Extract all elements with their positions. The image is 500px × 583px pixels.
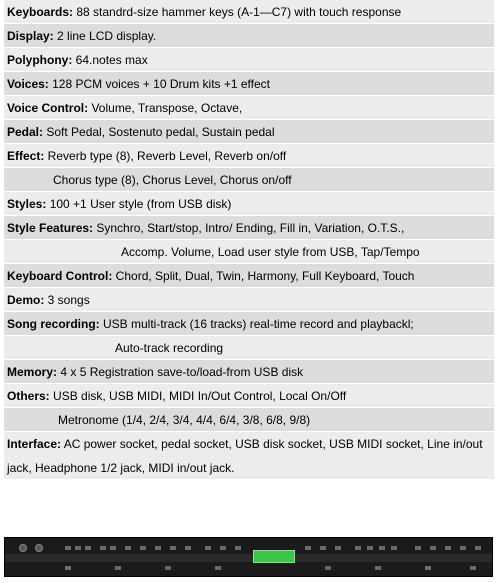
panel-button: [470, 566, 476, 570]
spec-value: Chord, Split, Dual, Twin, Harmony, Full Keyboard, Touch: [112, 269, 415, 283]
spec-value: Metronome (1/4, 2/4, 3/4, 4/4, 6/4, 3/8, 6/8, 9/8): [58, 413, 311, 427]
panel-button: [305, 546, 311, 550]
panel-button: [115, 566, 121, 570]
panel-button: [415, 546, 421, 550]
panel-button: [165, 566, 171, 570]
spec-row-polyphony: [4, 48, 494, 72]
spec-value: 100 +1 User style (from USB disk): [46, 197, 232, 211]
spec-row-display: [4, 24, 494, 48]
panel-button: [379, 546, 385, 550]
spec-label: Keyboard Control:: [7, 269, 113, 283]
panel-button: [375, 566, 381, 570]
spec-value: USB multi-track (16 tracks) real-time record and playbackl;: [99, 317, 414, 331]
knob: [35, 544, 43, 552]
spec-label: Style Features:: [7, 221, 94, 235]
panel-button: [367, 546, 373, 550]
panel-button: [75, 546, 81, 550]
spec-row-effect: [4, 144, 494, 168]
spec-label: Song recording:: [7, 317, 100, 331]
spec-value: Reverb type (8), Reverb Level, Reverb on/off: [44, 149, 287, 163]
panel-button: [391, 546, 397, 550]
lcd-display: [253, 550, 295, 563]
spec-label: Voice Control:: [7, 101, 89, 115]
spec-label: Display:: [7, 29, 54, 43]
spec-value: 2 line LCD display.: [53, 29, 157, 43]
panel-button: [460, 546, 466, 550]
spec-value: Synchro, Start/stop, Intro/ Ending, Fill in, Variation, O.T.S.,: [93, 221, 405, 235]
panel-button: [125, 546, 131, 550]
panel-button: [100, 546, 106, 550]
panel-button: [320, 546, 326, 550]
spec-row-pedal: [4, 120, 494, 144]
panel-strip: [5, 554, 492, 562]
panel-button: [65, 546, 71, 550]
spec-value: Accomp. Volume, Load user style from USB, Tap/Tempo: [121, 245, 420, 259]
spec-value: Chorus type (8), Chorus Level, Chorus on/off: [53, 173, 292, 187]
spec-label: Pedal:: [7, 125, 44, 139]
spec-value: USB disk, USB MIDI, MIDI In/Out Control, Local On/Off: [49, 389, 347, 403]
spec-label: Interface:: [7, 437, 62, 451]
spec-row-styles: [4, 192, 494, 216]
panel-button: [215, 566, 221, 570]
panel-button: [325, 566, 331, 570]
spec-value: 64.notes max: [72, 53, 148, 67]
spec-label: Demo:: [7, 293, 45, 307]
panel-button: [335, 546, 341, 550]
spec-row-style-features-cont: [4, 240, 494, 264]
spec-value: Soft Pedal, Sostenuto pedal, Sustain pedal: [43, 125, 275, 139]
spec-row-interface: [4, 432, 494, 480]
spec-row-effect-cont: [4, 168, 494, 192]
panel-button: [155, 546, 161, 550]
panel-button: [170, 546, 176, 550]
spec-label: Memory:: [7, 365, 58, 379]
spec-value: 4 x 5 Registration save-to/load-from USB disk: [57, 365, 304, 379]
spec-row-song-recording: [4, 312, 494, 336]
panel-button: [185, 546, 191, 550]
spec-table: [4, 0, 494, 480]
panel-button: [85, 546, 91, 550]
spec-row-keyboard-control: [4, 264, 494, 288]
spec-value: 88 standrd-size hammer keys (A-1—C7) with touch response: [73, 5, 402, 19]
spec-label: Effect:: [7, 149, 45, 163]
spec-row-others: [4, 384, 494, 408]
panel-button: [425, 566, 431, 570]
panel-button: [110, 546, 116, 550]
spec-value: Auto-track recording: [115, 341, 224, 355]
spec-row-others-cont: [4, 408, 494, 432]
spec-value: 3 songs: [44, 293, 90, 307]
panel-button: [140, 546, 146, 550]
spec-row-voice-control: [4, 96, 494, 120]
spec-value: 128 PCM voices + 10 Drum kits +1 effect: [48, 77, 271, 91]
panel-button: [430, 546, 436, 550]
spec-label: Others:: [7, 389, 50, 403]
spec-value: Volume, Transpose, Octave,: [88, 101, 243, 115]
panel-button: [475, 546, 481, 550]
spec-row-keyboards: [4, 0, 494, 24]
spec-value: AC power socket, pedal socket, USB disk socket, USB MIDI socket, Line in/out jack, Headphone 1/2 jack, MIDI in/out jack.: [7, 437, 483, 475]
panel-button: [235, 546, 241, 550]
spec-label: Styles:: [7, 197, 47, 211]
keyboard-control-panel-image: [4, 537, 493, 577]
spec-label: Keyboards:: [7, 5, 74, 19]
volume-knob: [19, 544, 27, 552]
spec-row-style-features: [4, 216, 494, 240]
spec-row-demo: [4, 288, 494, 312]
panel-button: [220, 546, 226, 550]
spec-label: Voices:: [7, 77, 49, 91]
panel-button: [445, 546, 451, 550]
panel-button: [65, 566, 71, 570]
spec-label: Polyphony:: [7, 53, 73, 67]
spec-row-voices: [4, 72, 494, 96]
panel-button: [355, 546, 361, 550]
panel-button: [205, 546, 211, 550]
spec-row-memory: [4, 360, 494, 384]
spec-row-song-recording-cont: [4, 336, 494, 360]
